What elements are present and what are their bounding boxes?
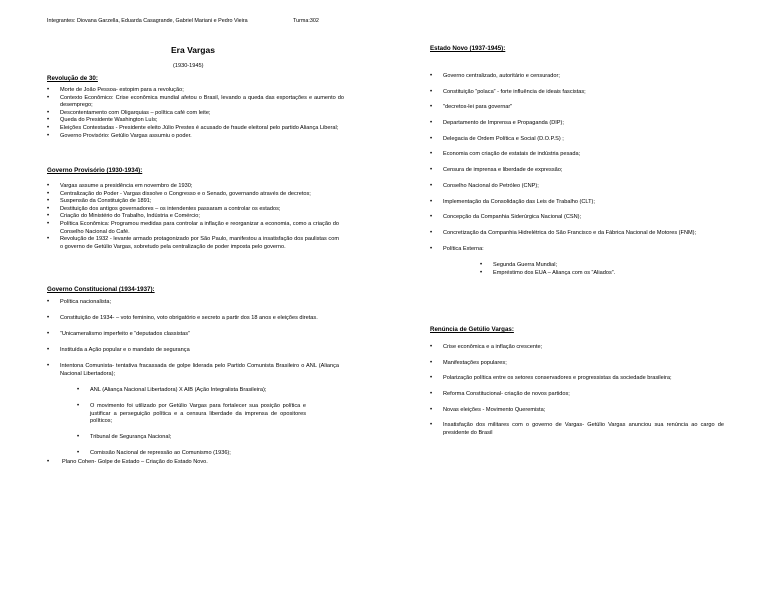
list-item: • "decretos-lei para governar" xyxy=(430,104,724,112)
list-item: • Governo Provisório: Getúlio Vargas assumiu o poder. xyxy=(47,133,344,141)
class-label: Turma:302 xyxy=(293,18,319,24)
list-item: • Concretização da Companhia Hidrelétrica do São Francisco e da Fábrica Nacional de Motores (FNM); xyxy=(430,230,724,238)
list-item: • O movimento foi utilizado por Getúlio Vargas para fortalecer sua posição política e justificar a perseguição política e a censura liberdade da imprensa de opositores políticos; xyxy=(77,403,306,426)
list-item: • Tribunal de Segurança Nacional; xyxy=(77,434,306,442)
page-title: Era Vargas xyxy=(171,45,215,55)
list-item: • Novas eleições - Movimento Queremista; xyxy=(430,407,724,415)
list-item: • Política nacionalista; xyxy=(47,299,339,307)
list-item: • Criação do Ministério do Trabalho, Indústria e Comércio; xyxy=(47,213,339,221)
list-item: • Governo centralizado, autoritário e censurador; xyxy=(430,73,724,81)
list-item: • Suspensão da Constituição de 1891; xyxy=(47,198,339,206)
list-item: • Implementação da Consolidação das Leis de Trabalho (CLT); xyxy=(430,199,724,207)
revolucao-list xyxy=(47,87,344,140)
estado-novo-sublist xyxy=(480,262,730,277)
list-item: • Segunda Guerra Mundial; xyxy=(480,262,730,270)
list-item: • Contexto Econômico: Crise econômica mundial afetou o Brasil, levando a queda das exportações e aumento do desemprego; xyxy=(47,95,344,110)
list-item: • Vargas assume a presidência em novembro de 1930; xyxy=(47,183,339,191)
renuncia-list xyxy=(430,344,724,438)
list-item: • Delegacia de Ordem Política e Social (D.O.P.S) ; xyxy=(430,136,724,144)
list-item: • Crise econômica e a inflação crescente; xyxy=(430,344,724,352)
list-item: • Censura de imprensa e liberdade de expressão; xyxy=(430,167,724,175)
authors-line: Integrantes: Diovana Garzella, Eduarda Casagrande, Gabriel Mariani e Pedro Vieira xyxy=(47,18,248,24)
list-item: • Conselho Nacional do Petróleo (CNP); xyxy=(430,183,724,191)
list-item: • “Unicameralismo imperfeito e “deputados classistas” xyxy=(47,331,339,339)
list-item: • Plano Cohen- Golpe de Estado – Criação do Estado Novo. xyxy=(47,459,339,467)
list-item: • Departamento de Imprensa e Propaganda (DIP); xyxy=(430,120,724,128)
list-item: • Constituição “polaca” - forte influência de ideais fascistas; xyxy=(430,89,724,97)
section-heading-estado-novo: Estado Novo (1937-1945): xyxy=(430,45,506,52)
provisorio-list xyxy=(47,183,339,251)
list-item: • Política Econômica: Programou medidas para controlar a inflação e reorganizar a economia, como a criação do Conselho Nacional do Café. xyxy=(47,221,339,236)
list-item: • Descontentamento com Oligarquias – política café com leite; xyxy=(47,110,344,118)
list-item: • Destituição dos antigos governadores – os intendentes passaram a controlar os estados; xyxy=(47,206,339,214)
list-item: • Constituição de 1934- – voto feminino, voto obrigatório e secreto a partir dos 18 anos e eleições diretas. xyxy=(47,315,339,323)
list-item: • Insatisfação dos militares com o governo de Vargas- Getúlio Vargas anunciou sua renúncia ao cargo de presidente do Brasil xyxy=(430,422,724,437)
section-heading-provisorio: Governo Provisório (1930-1934): xyxy=(47,167,143,174)
list-item: • Economia com criação de estatais de indústria pesada; xyxy=(430,151,724,159)
page-subtitle: (1930-1945) xyxy=(173,63,204,69)
section-heading-revolucao: Revolução de 30: xyxy=(47,75,98,82)
section-heading-renuncia: Renúncia de Getúlio Vargas: xyxy=(430,326,514,333)
list-item: • Manifestações populares; xyxy=(430,360,724,368)
list-item: • Morte de João Pessoa- estopim para a revolução; xyxy=(47,87,344,95)
list-item: • Queda do Presidente Washington Luís; xyxy=(47,117,344,125)
list-item: • Revolução de 1932 - levante armado protagonizado por São Paulo, manifestou a insatisfação dos paulistas com o governo de Getúlio Vargas, sobretudo pela centralização de poder imposta pelo governo. xyxy=(47,236,339,251)
estado-novo-list xyxy=(430,73,724,253)
list-item: • Política Externa: xyxy=(430,246,724,254)
list-item: • ANL (Aliança Nacional Libertadora) X AIB (Ação Integralista Brasileira); xyxy=(77,387,306,395)
list-item: • Reforma Constitucional- criação de novos partidos; xyxy=(430,391,724,399)
list-item: • Empréstimo dos EUA – Aliança com os “Aliados”. xyxy=(480,270,730,278)
list-item: • Centralização do Poder - Vargas dissolve o Congresso e o Senado, governando através de decretos; xyxy=(47,191,339,199)
list-item: • Instituída a Ação popular e o mandato de segurança xyxy=(47,347,339,355)
constitucional-list xyxy=(47,299,339,378)
list-item: • Concepção da Companhia Siderúrgica Nacional (CSN); xyxy=(430,214,724,222)
constitucional-sublist xyxy=(77,387,306,458)
list-item: • Eleições Contestadas - Presidente eleito Júlio Prestes é acusado de fraude eleitoral pelo partido Aliança Liberal; xyxy=(47,125,344,133)
list-item: • Comissão Nacional de repressão ao Comunismo (1936); xyxy=(77,450,306,458)
section-heading-constitucional: Governo Constitucional (1934-1937): xyxy=(47,286,155,293)
constitucional-last-list xyxy=(47,459,339,467)
list-item: • Intentona Comunista- tentativa fracassada de golpe liderada pelo Partido Comunista Brasileiro o ANL (Aliança Nacional Libertadora); xyxy=(47,363,339,378)
list-item: • Polarização política entre os setores conservadores e progressistas da sociedade brasileira; xyxy=(430,375,724,383)
